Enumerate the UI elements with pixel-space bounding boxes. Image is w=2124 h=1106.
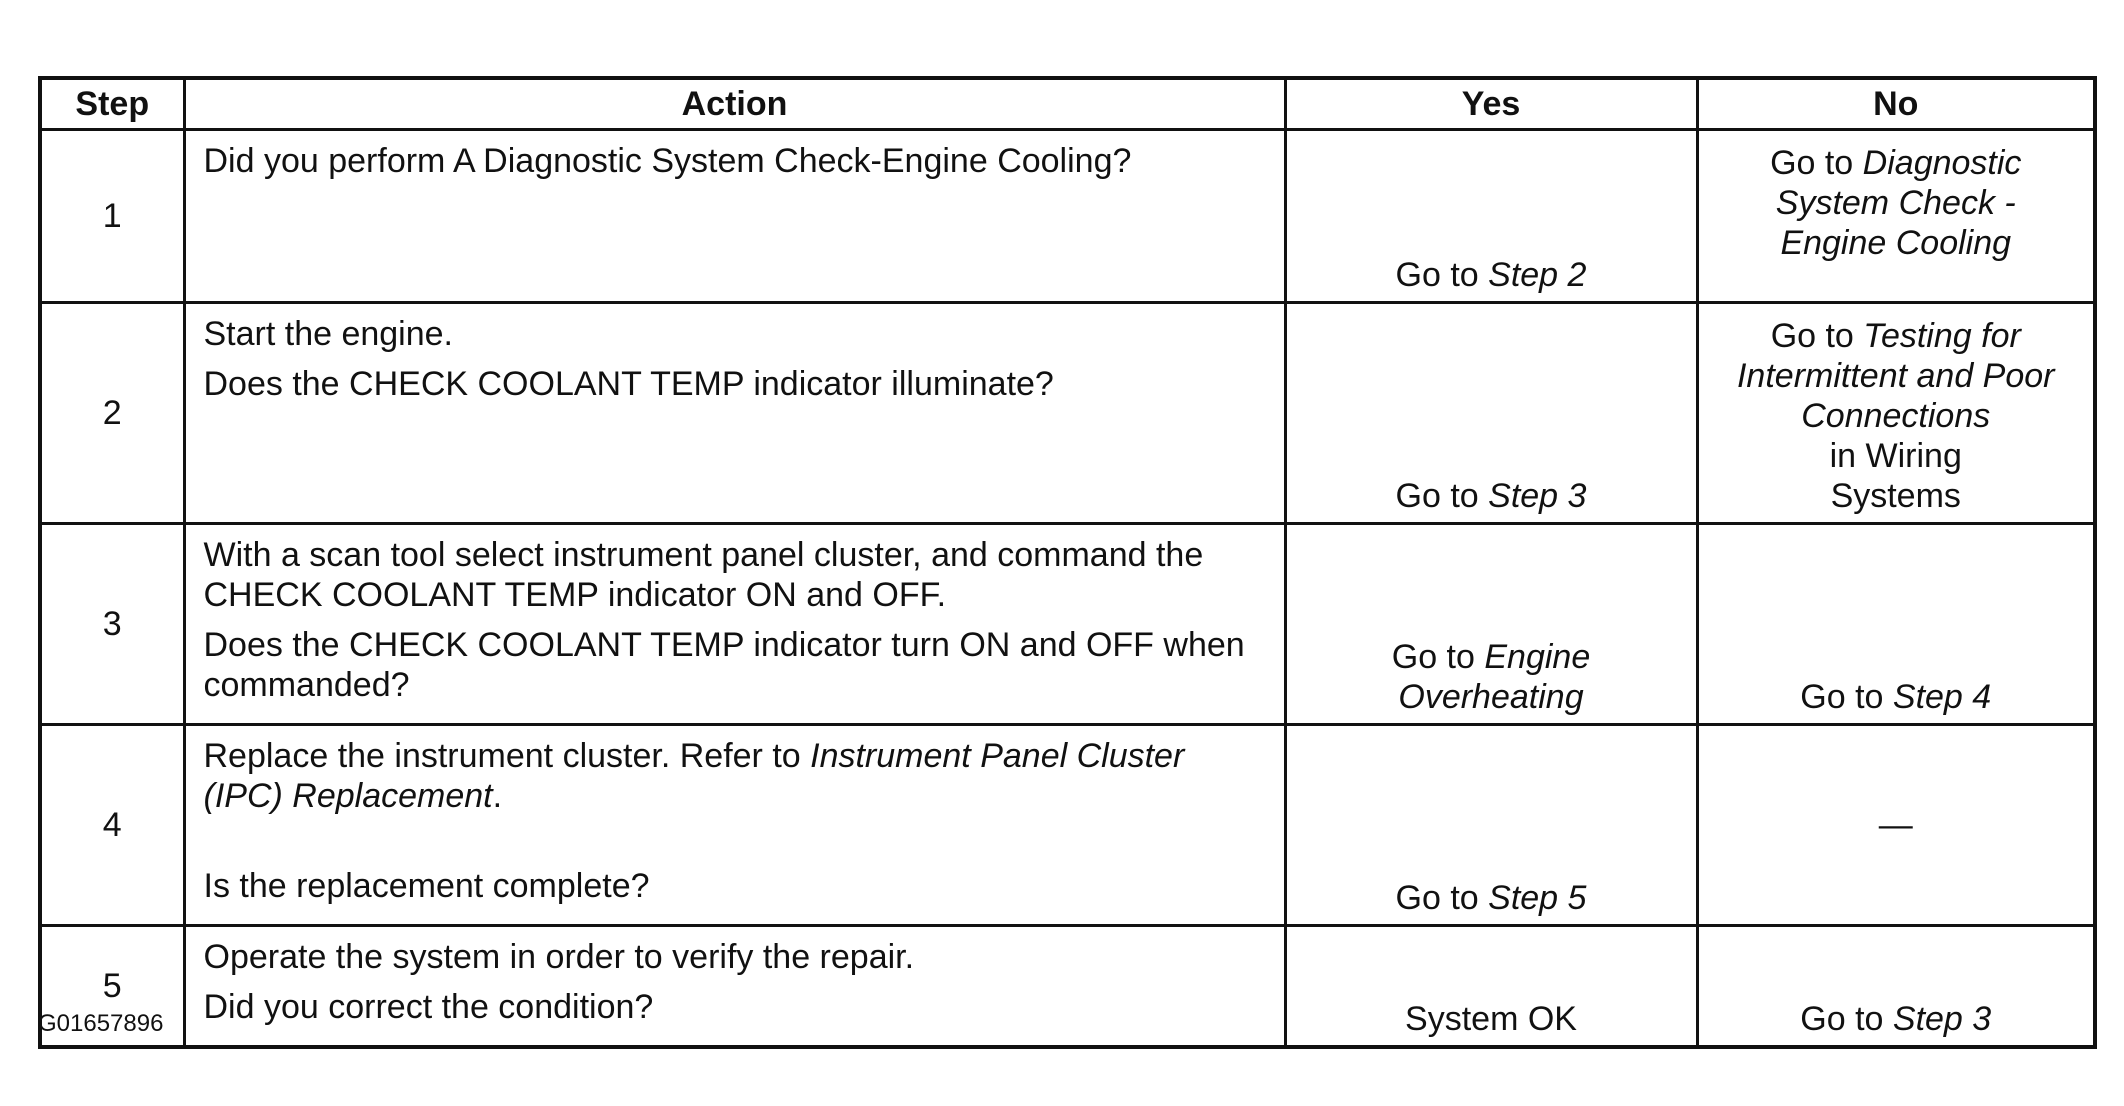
header-action: Action xyxy=(184,78,1285,130)
action-text: Start the engine. xyxy=(203,315,454,353)
table-row xyxy=(40,130,2095,303)
no-cell xyxy=(1697,926,2095,1048)
yes-reference-line[interactable]: Overheating xyxy=(1398,678,1584,716)
action-cell xyxy=(184,303,1285,524)
yes-step-link[interactable]: Step 3 xyxy=(1488,477,1587,515)
yes-cell xyxy=(1285,524,1697,725)
action-question: Does the CHECK COOLANT TEMP indicator turn ON and OFF when commanded? xyxy=(203,626,1245,704)
step-number: 5 xyxy=(40,926,184,1048)
header-step: Step xyxy=(40,78,184,130)
no-step-link[interactable]: Step 4 xyxy=(1892,678,1992,716)
no-reference-line[interactable]: Connections xyxy=(1801,397,1991,435)
no-prefix: Go to xyxy=(1800,678,1893,716)
header-no: No xyxy=(1697,78,2095,130)
no-reference-line[interactable]: Go to Diagnostic xyxy=(1770,144,2022,182)
action-text: Replace the instrument cluster. Refer to Instrument Panel Cluster (IPC) Replacement. xyxy=(203,737,1185,815)
no-cell xyxy=(1697,524,2095,725)
yes-reference-line[interactable]: Go to Engine xyxy=(1391,638,1591,676)
no-step-link[interactable]: Step 3 xyxy=(1892,1000,1992,1038)
step-number: 4 xyxy=(40,725,184,926)
action-reference-link[interactable]: Instrument Panel Cluster (IPC) Replacement xyxy=(203,737,1185,815)
action-text: Did you perform A Diagnostic System Check-Engine Cooling? xyxy=(203,142,1132,180)
figure-id: G01657896 xyxy=(38,1010,164,1037)
no-prefix: Go to xyxy=(1770,144,1863,182)
action-text: With a scan tool select instrument panel cluster, and command the CHECK COOLANT TEMP indicator ON and OFF. xyxy=(203,536,1204,614)
yes-prefix: Go to xyxy=(1395,879,1489,917)
no-prefix: Go to xyxy=(1770,317,1864,355)
yes-step-link[interactable]: Step 5 xyxy=(1488,879,1587,917)
no-reference-line[interactable]: System Check - xyxy=(1775,184,2016,222)
yes-prefix: Go to xyxy=(1391,638,1485,676)
action-cell xyxy=(184,725,1285,926)
diagnostic-table xyxy=(38,76,2097,1049)
no-reference-line[interactable]: Intermittent and Poor xyxy=(1736,357,2055,395)
yes-cell xyxy=(1285,926,1697,1048)
action-cell xyxy=(184,926,1285,1048)
table-row xyxy=(40,303,2095,524)
no-prefix: Go to xyxy=(1800,1000,1893,1038)
step-number: 3 xyxy=(40,524,184,725)
no-dash: — xyxy=(1878,806,1913,844)
no-cell xyxy=(1697,130,2095,303)
action-question: Is the replacement complete? xyxy=(203,867,650,905)
action-question: Did you correct the condition? xyxy=(203,988,654,1026)
action-cell xyxy=(184,524,1285,725)
no-suffix-line: in Wiring xyxy=(1829,437,1962,475)
no-reference-line[interactable]: Go to Testing for xyxy=(1770,317,2021,355)
no-reference-line[interactable]: Engine Cooling xyxy=(1780,224,2012,262)
table-row xyxy=(40,725,2095,926)
no-cell xyxy=(1697,725,2095,926)
yes-step-link[interactable]: Step 2 xyxy=(1488,256,1587,294)
yes-prefix: Go to xyxy=(1395,477,1489,515)
header-row xyxy=(40,78,2095,130)
header-yes: Yes xyxy=(1285,78,1697,130)
step-number: 1 xyxy=(40,130,184,303)
action-question: Does the CHECK COOLANT TEMP indicator illuminate? xyxy=(203,365,1054,403)
yes-cell xyxy=(1285,130,1697,303)
action-text: Operate the system in order to verify the repair. xyxy=(203,938,915,976)
table-row xyxy=(40,524,2095,725)
yes-cell xyxy=(1285,303,1697,524)
no-cell xyxy=(1697,303,2095,524)
yes-prefix: Go to xyxy=(1395,256,1489,294)
no-suffix-line: Systems xyxy=(1830,477,1961,515)
yes-result: System OK xyxy=(1405,1000,1577,1038)
action-cell xyxy=(184,130,1285,303)
yes-cell xyxy=(1285,725,1697,926)
table-row xyxy=(40,926,2095,1048)
step-number: 2 xyxy=(40,303,184,524)
